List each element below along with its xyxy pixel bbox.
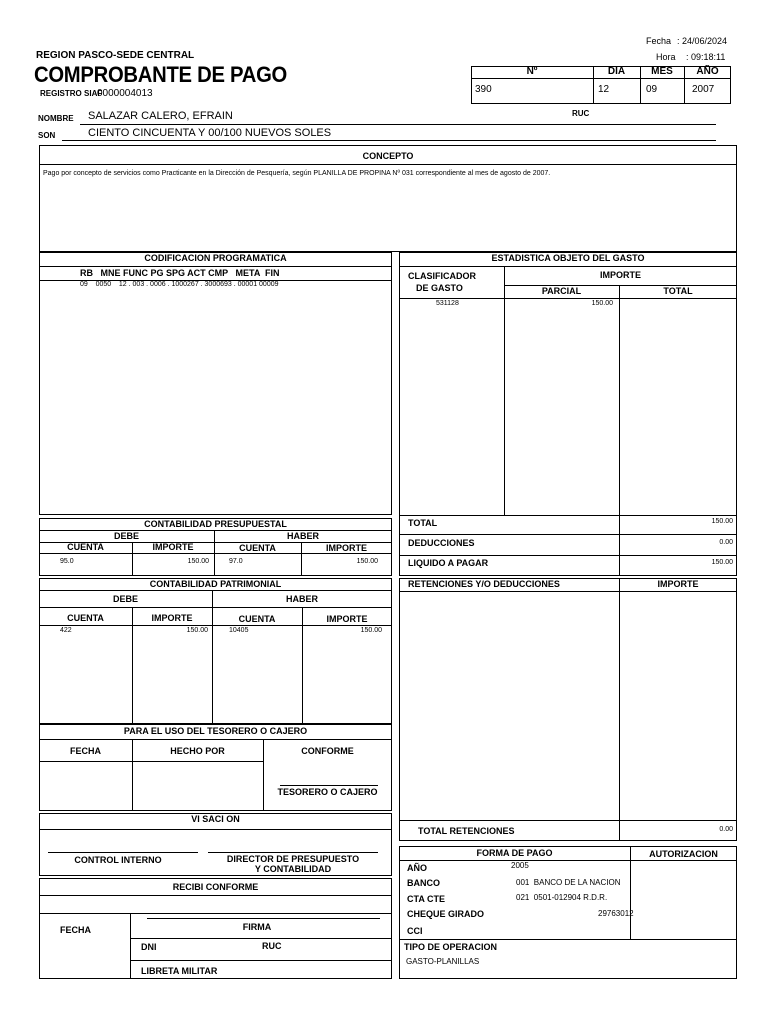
hora-value: : 09:18:11	[686, 52, 726, 62]
director-label-2: Y CONTABILIDAD	[254, 864, 332, 874]
pago-ctacte-value: 021 0501-012904 R.D.R.	[516, 893, 608, 902]
retenciones-title: RETENCIONES Y/O DEDUCCIONES	[408, 579, 560, 589]
tesorero-fecha: FECHA	[70, 746, 101, 756]
presupuestal-debe-cuenta-header: CUENTA	[67, 542, 104, 552]
tesorero-conforme: CONFORME	[301, 746, 354, 756]
presupuestal-haber: HABER	[286, 531, 319, 541]
clasificador-label-2: DE GASTO	[416, 283, 463, 293]
retenciones-importe-header: IMPORTE	[657, 579, 699, 589]
son-value: CIENTO CINCUENTA Y 00/100 NUEVOS SOLES	[88, 127, 332, 139]
total-value: 150.00	[711, 518, 733, 525]
pago-cci-label: CCI	[407, 926, 423, 936]
retenciones-box	[399, 578, 737, 841]
registro-siaf-label: REGISTRO SIAF	[40, 89, 103, 98]
concepto-title: CONCEPTO	[362, 151, 414, 161]
total-header: TOTAL	[663, 286, 693, 296]
pago-anio-label: AÑO	[407, 863, 427, 873]
control-interno-label: CONTROL INTERNO	[74, 855, 162, 865]
son-label: SON	[38, 131, 56, 140]
tipo-operacion-value: GASTO-PLANILLAS	[406, 957, 480, 966]
presupuestal-haber-importe: 150.00	[356, 558, 378, 565]
patrimonial-debe-importe-header: IMPORTE	[151, 613, 193, 623]
patrimonial-debe-cuenta: 422	[60, 627, 72, 634]
codificacion-box	[39, 252, 392, 515]
importe-header: IMPORTE	[599, 270, 641, 280]
hora-label: Hora	[656, 52, 676, 62]
patrimonial-debe-cuenta-header: CUENTA	[67, 613, 104, 623]
pago-ctacte-label: CTA CTE	[407, 894, 445, 904]
parcial-value: 150.00	[591, 300, 613, 307]
director-label-1: DIRECTOR DE PRESUPUESTO	[226, 854, 360, 864]
patrimonial-haber: HABER	[285, 594, 318, 604]
presupuestal-haber-cuenta: 97.0	[229, 558, 243, 565]
recibi-title: RECIBI CONFORME	[172, 882, 259, 892]
presupuestal-debe: DEBE	[113, 531, 139, 541]
recibi-dni: DNI	[141, 942, 157, 952]
patrimonial-haber-cuenta-header: CUENTA	[238, 614, 276, 624]
estadistica-title: ESTADISTICA OBJETO DEL GASTO	[491, 253, 645, 263]
tipo-operacion-label: TIPO DE OPERACION	[404, 942, 498, 952]
clasificador-label-1: CLASIFICADOR	[408, 271, 476, 281]
anio-value: 2007	[692, 84, 715, 95]
tesorero-firma-label: TESORERO O CAJERO	[277, 787, 378, 797]
total-label: TOTAL	[408, 518, 438, 528]
presupuestal-debe-importe-header: IMPORTE	[152, 542, 194, 552]
liquido-value: 150.00	[711, 559, 733, 566]
numero-header: Nº	[526, 66, 538, 77]
dia-header: DIA	[607, 66, 626, 77]
parcial-header: PARCIAL	[541, 286, 582, 296]
presupuestal-title: CONTABILIDAD PRESUPUESTAL	[144, 519, 287, 529]
patrimonial-debe: DEBE	[112, 594, 138, 604]
clasificador-value: 531128	[436, 300, 459, 307]
total-retenciones-value: 0.00	[719, 826, 733, 833]
patrimonial-haber-importe: 150.00	[360, 627, 382, 634]
fecha-value: : 24/06/2024	[677, 36, 728, 46]
tesorero-hecho-por: HECHO POR	[170, 746, 225, 756]
autorizacion-header: AUTORIZACION	[649, 849, 718, 859]
presupuestal-debe-cuenta: 95.0	[60, 558, 74, 565]
tesorero-box	[39, 724, 392, 811]
nombre-label: NOMBRE	[38, 114, 74, 123]
mes-value: 09	[646, 84, 658, 95]
anio-header: AÑO	[696, 66, 719, 77]
ruc-label: RUC	[572, 109, 590, 118]
tesorero-title: PARA EL USO DEL TESORERO O CAJERO	[123, 726, 308, 736]
total-retenciones-label: TOTAL RETENCIONES	[418, 826, 515, 836]
recibi-ruc: RUC	[262, 941, 282, 951]
recibi-libreta: LIBRETA MILITAR	[141, 966, 218, 976]
deducciones-label: DEDUCCIONES	[408, 538, 475, 548]
deducciones-value: 0.00	[719, 539, 733, 546]
entity-name: REGION PASCO-SEDE CENTRAL	[36, 50, 195, 61]
mes-header: MES	[651, 66, 673, 77]
presupuestal-debe-importe: 150.00	[187, 558, 209, 565]
pago-cheque-value: 29763012	[598, 909, 634, 918]
concepto-text: Pago por concepto de servicios como Practicante en la Dirección de Pesquería, según PLANILLA DE PROPINA Nº 031 correspondiente al mes de agosto de 2007.	[43, 170, 551, 177]
registro-siaf-value: 0000004013	[97, 88, 153, 99]
presupuestal-haber-cuenta-header: CUENTA	[239, 543, 276, 553]
pago-cheque-label: CHEQUE GIRADO	[407, 909, 485, 919]
patrimonial-title: CONTABILIDAD PATRIMONIAL	[149, 579, 282, 589]
recibi-fecha: FECHA	[60, 925, 91, 935]
visacion-title: VI SACI ON	[191, 814, 240, 824]
codificacion-headers: RB MNE FUNC PG SPG ACT CMP META FIN	[80, 268, 280, 278]
pago-banco-value: 001 BANCO DE LA NACION	[516, 878, 621, 887]
forma-pago-title: FORMA DE PAGO	[476, 848, 553, 858]
liquido-label: LIQUIDO A PAGAR	[408, 558, 489, 568]
presupuestal-haber-importe-header: IMPORTE	[325, 543, 367, 553]
patrimonial-haber-cuenta: 10405	[229, 627, 249, 634]
page-title: COMPROBANTE DE PAGO	[34, 62, 288, 87]
dia-value: 12	[598, 84, 610, 95]
codificacion-title: CODIFICACION PROGRAMATICA	[144, 253, 287, 263]
codificacion-value: 09 0050 12 . 003 . 0006 . 1000267 . 3000693 . 00001 00009	[80, 281, 279, 288]
patrimonial-debe-importe: 150.00	[186, 627, 208, 634]
pago-banco-label: BANCO	[407, 878, 440, 888]
pago-anio-value: 2005	[511, 861, 529, 870]
numero-value: 390	[475, 84, 492, 95]
nombre-value: SALAZAR CALERO, EFRAIN	[88, 110, 233, 122]
patrimonial-haber-importe-header: IMPORTE	[326, 614, 368, 624]
recibi-firma: FIRMA	[242, 922, 272, 932]
fecha-label: Fecha	[646, 36, 672, 46]
concepto-box	[39, 145, 737, 252]
